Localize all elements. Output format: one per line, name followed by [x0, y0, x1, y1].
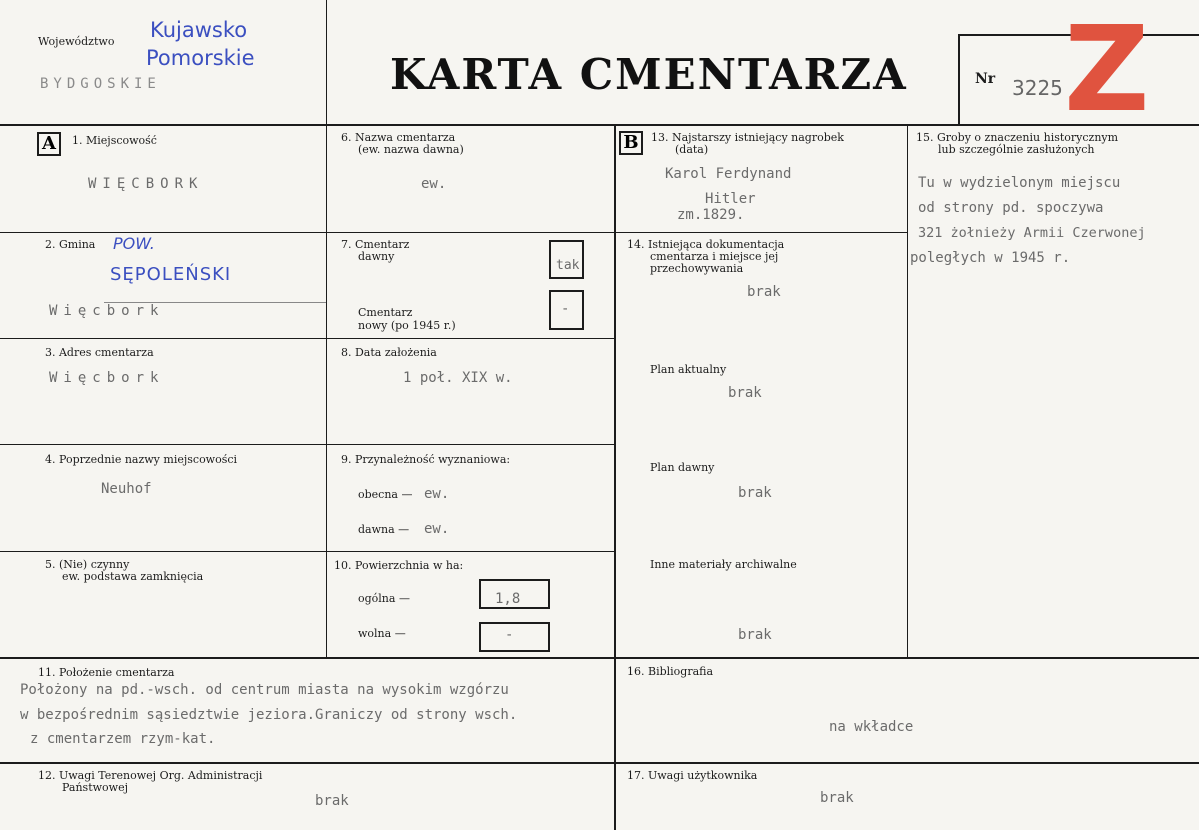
field-14-value: brak: [747, 284, 781, 300]
rule-left-4: [0, 551, 614, 552]
top-rule: [0, 124, 1199, 126]
nr-value: 3225: [1012, 76, 1063, 100]
field-16-label: 16. Bibliografia: [627, 665, 714, 678]
field-9-obecna-label: obecna —: [358, 488, 413, 501]
section-a-badge: A: [37, 132, 61, 156]
field-10-label: 10. Powierzchnia w ha:: [334, 559, 464, 572]
field-6-value: ew.: [421, 176, 447, 192]
field-2-value: Więcbork: [49, 303, 165, 319]
category-mark: Z: [1064, 0, 1150, 138]
plan-dawny-value: brak: [738, 485, 772, 501]
wojewodztwo-stamp-line2: Pomorskie: [146, 46, 255, 70]
field-7-label-line1: 7. Cmentarz: [341, 238, 410, 251]
field-7-nowy-value: -: [561, 301, 570, 317]
vline-col2: [326, 124, 327, 657]
field-7-dawny-value: tak: [556, 258, 580, 273]
vline-title-left: [326, 0, 327, 124]
rule-left-2: [0, 338, 614, 339]
plan-aktualny-value: brak: [728, 385, 762, 401]
field-6-label-line2: (ew. nazwa dawna): [358, 143, 464, 156]
field-13-value-line1: Karol Ferdynand: [665, 166, 792, 182]
field-3-label: 3. Adres cmentarza: [45, 346, 154, 359]
field-11-value-line2: w bezpośrednim sąsiedztwie jeziora.Graniczy od strony wsch.: [20, 707, 518, 723]
field-3-value: Więcbork: [49, 370, 165, 386]
nr-label: Nr: [975, 71, 996, 87]
field-5-label-line2: ew. podstawa zamknięcia: [62, 570, 204, 583]
field-4-label: 4. Poprzednie nazwy miejscowości: [45, 453, 238, 466]
field-2-stamp-line2: SĘPOLEŃSKI: [110, 264, 232, 285]
rule-left-1: [0, 232, 614, 233]
field-12-value: brak: [315, 793, 349, 809]
field-15-label-line2: lub szczególnie zasłużonych: [938, 143, 1095, 156]
field-1-label: 1. Miejscowość: [72, 134, 157, 147]
field-9-label: 9. Przynależność wyznaniowa:: [341, 453, 511, 466]
field-10-ogolna-label: ogólna —: [358, 592, 410, 605]
field-16-value: na wkładce: [829, 719, 914, 735]
field-14-label-line3: przechowywania: [650, 262, 744, 275]
field-5-label-line1: 5. (Nie) czynny: [45, 558, 130, 571]
field-10-wolna-box: [479, 622, 550, 652]
plan-dawny-label: Plan dawny: [650, 461, 715, 474]
field-13-value-line3: zm.1829.: [677, 207, 745, 223]
field-2-label: 2. Gmina: [45, 238, 96, 251]
field-12-label-line2: Państwowej: [62, 781, 128, 794]
field-15-label-line1: 15. Groby o znaczeniu historycznym: [916, 131, 1119, 144]
field-14-label-line2: cmentarza i miejsce jej: [650, 250, 779, 263]
field-7-label-line2: dawny: [358, 250, 395, 263]
field-8-value: 1 poł. XIX w.: [403, 370, 513, 386]
field-15-value-line3: 321 żołnieży Armii Czerwonej: [918, 225, 1146, 241]
field-15-value-line1: Tu w wydzielonym miejscu: [918, 175, 1121, 191]
plan-aktualny-label: Plan aktualny: [650, 363, 727, 376]
field-12-label-line1: 12. Uwagi Terenowej Org. Administracji: [38, 769, 263, 782]
field-17-value: brak: [820, 790, 854, 806]
field-10-wolna-value: -: [505, 627, 514, 643]
rule-mid: [0, 657, 1199, 659]
field-4-value: Neuhof: [101, 481, 152, 497]
rule-left-3: [0, 444, 614, 445]
field-17-label: 17. Uwagi użytkownika: [627, 769, 758, 782]
nr-box-left: [958, 34, 960, 124]
field-7-nowy-label-line1: Cmentarz: [358, 306, 413, 319]
vline-col3: [614, 124, 616, 830]
field-11-value-line3: z cmentarzem rzym-kat.: [30, 731, 216, 747]
inne-materialy-label: Inne materiały archiwalne: [650, 558, 797, 571]
field-13-label-line2: (data): [675, 143, 709, 156]
field-11-value-line1: Położony na pd.-wsch. od centrum miasta na wysokim wzgórzu: [20, 682, 509, 698]
field-6-label-line1: 6. Nazwa cmentarza: [341, 131, 456, 144]
field-14-label-line1: 14. Istniejąca dokumentacja: [627, 238, 785, 251]
field-13-label-line1: 13. Najstarszy istniejący nagrobek: [651, 131, 844, 144]
section-b-badge: B: [619, 131, 643, 155]
vline-col4: [907, 124, 908, 657]
field-15-value-line2: od strony pd. spoczywa: [918, 200, 1104, 216]
field-8-label: 8. Data założenia: [341, 346, 437, 359]
field-9-dawna-value: ew.: [424, 521, 450, 537]
field-2-stamp-line1: POW.: [113, 234, 155, 253]
field-9-obecna-value: ew.: [424, 486, 450, 502]
field-11-label: 11. Położenie cmentarza: [38, 666, 175, 679]
field-13-value-line2: Hitler: [705, 191, 756, 207]
rule-bottom: [0, 762, 1199, 764]
field-9-dawna-label: dawna —: [358, 523, 410, 536]
field-1-value: WIĘCBORK: [88, 176, 204, 192]
field-10-ogolna-value: 1,8: [495, 591, 521, 607]
wojewodztwo-stamp-line1: Kujawsko: [150, 18, 248, 42]
old-wojewodztwo: BYDGOSKIE: [40, 76, 161, 92]
rule-b-1: [614, 232, 908, 233]
field-7-nowy-label-line2: nowy (po 1945 r.): [358, 319, 456, 332]
wojewodztwo-label: Województwo: [38, 35, 115, 48]
field-15-value-line4: poległych w 1945 r.: [910, 250, 1071, 266]
card-title: KARTA CMENTARZA: [390, 50, 908, 99]
field-10-wolna-label: wolna —: [358, 627, 406, 640]
inne-materialy-value: brak: [738, 627, 772, 643]
